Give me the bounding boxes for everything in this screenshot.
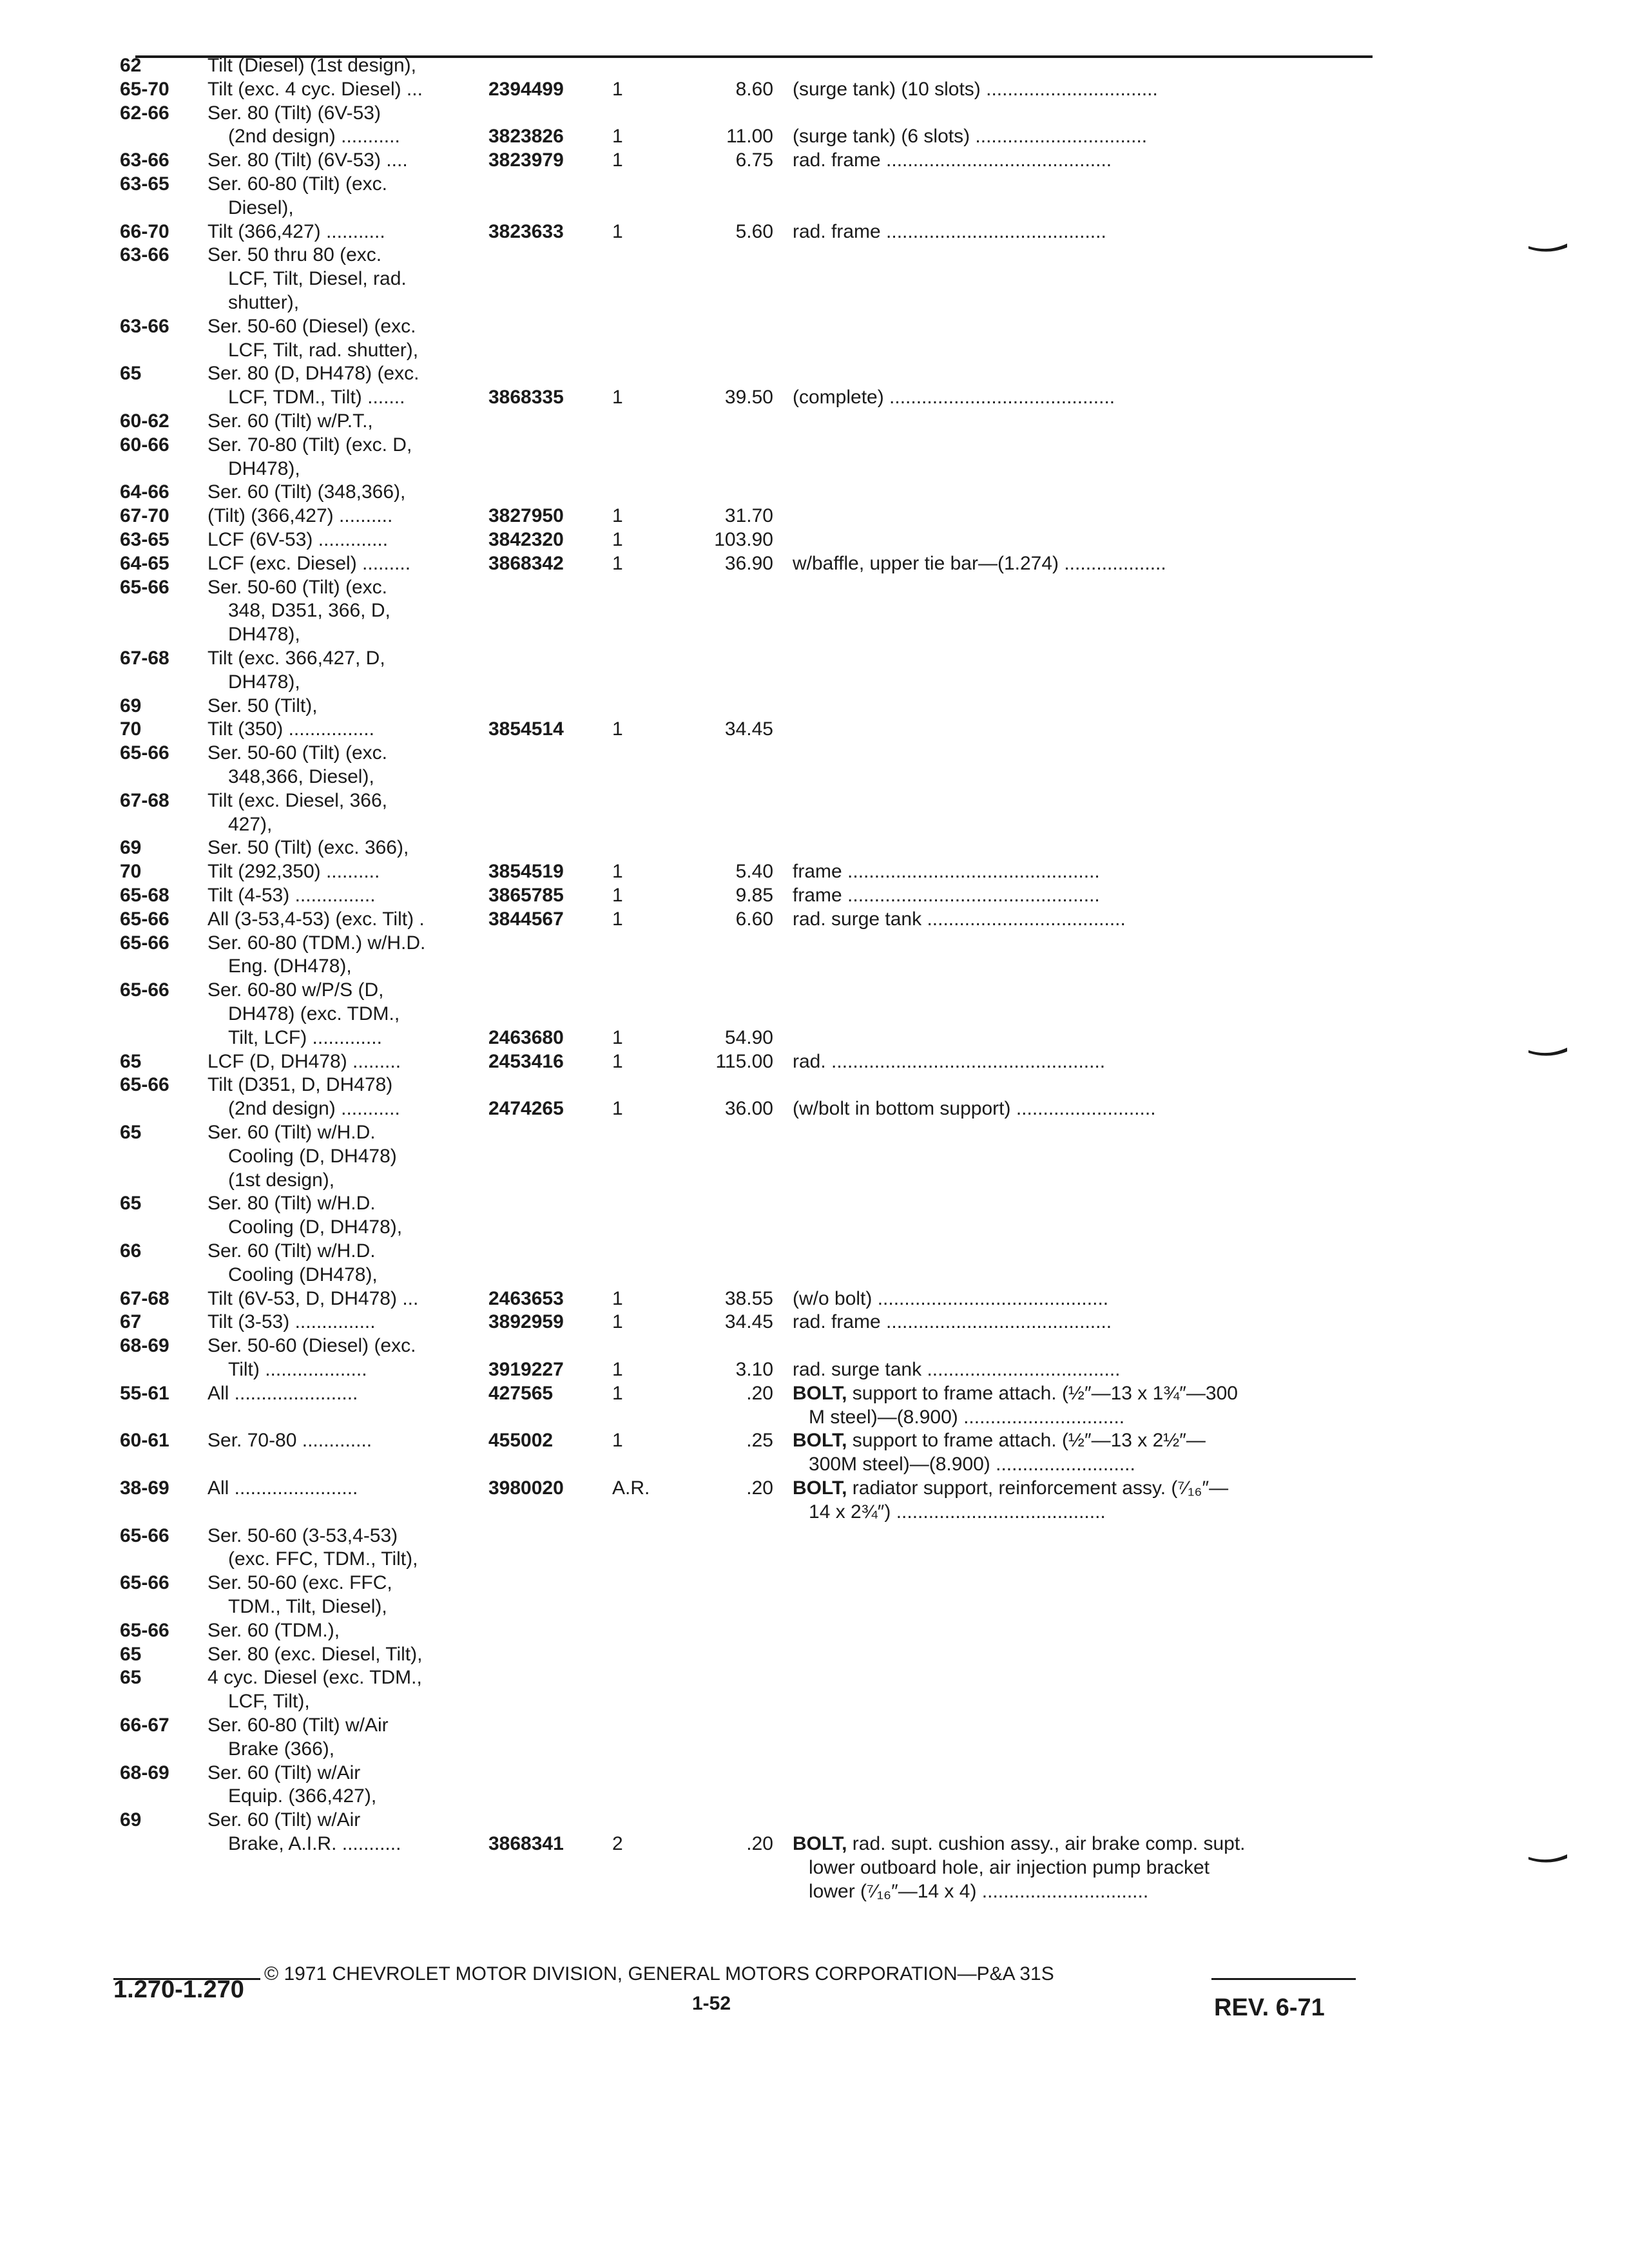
part-number: 3892959 (488, 1311, 564, 1333)
part-row (0, 386, 1629, 409)
application-description: Tilt (exc. 366,427, D, (207, 648, 385, 669)
part-number: 3823633 (488, 220, 564, 242)
price: 115.00 (715, 1050, 773, 1072)
part-row (0, 1524, 1629, 1548)
application-description: Ser. 60-80 w/P/S (D, (207, 979, 384, 1001)
model-years: 63-65 (120, 173, 169, 195)
application-description: Ser. 80 (D, DH478) (exc. (207, 363, 419, 385)
part-row (0, 599, 1629, 622)
part-row (0, 434, 1629, 457)
application-description: All ....................... (207, 1477, 358, 1499)
model-years: 65-66 (120, 1572, 169, 1594)
part-number: 3868342 (488, 552, 564, 574)
model-years: 68-69 (120, 1762, 169, 1783)
part-row (0, 1501, 1629, 1524)
quantity: 1 (612, 1050, 623, 1072)
part-row (0, 576, 1629, 599)
application-description: Ser. 50-60 (exc. FFC, (207, 1572, 392, 1594)
price: 5.60 (735, 220, 773, 242)
price: .20 (746, 1833, 773, 1854)
part-number: 2394499 (488, 78, 564, 100)
part-row (0, 1643, 1629, 1666)
part-row (0, 102, 1629, 125)
model-years: 65 (120, 1122, 142, 1143)
part-row (0, 955, 1629, 978)
application-description: All ....................... (207, 1382, 358, 1404)
part-row (0, 836, 1629, 860)
application-description: (2nd design) ........... (228, 1098, 400, 1120)
application-description: Ser. 80 (exc. Diesel, Tilt), (207, 1643, 423, 1665)
application-description: Ser. 60 (Tilt) w/Air (207, 1762, 361, 1783)
part-row (0, 457, 1629, 481)
application-description: Ser. 70-80 ............. (207, 1430, 372, 1452)
part-number: 3868341 (488, 1833, 564, 1854)
part-number: 3823826 (488, 126, 564, 148)
part-row (0, 197, 1629, 220)
part-remarks: rad. frame .......................................... (793, 149, 1112, 171)
application-description: Ser. 60 (TDM.), (207, 1619, 340, 1641)
quantity: 1 (612, 1287, 623, 1309)
application-description: Ser. 50-60 (Tilt) (exc. (207, 742, 387, 764)
part-row (0, 765, 1629, 789)
application-description: LCF, Tilt, rad. shutter), (228, 339, 419, 361)
model-years: 63-66 (120, 315, 169, 337)
part-row (0, 1097, 1629, 1120)
part-row (0, 173, 1629, 196)
model-years: 63-65 (120, 529, 169, 550)
part-number: 3823979 (488, 149, 564, 171)
part-row (0, 1026, 1629, 1050)
part-row (0, 244, 1629, 267)
part-number: 3827950 (488, 505, 564, 527)
application-description: LCF (6V-53) ............. (207, 529, 389, 550)
part-row (0, 1287, 1629, 1311)
quantity: 1 (612, 1430, 623, 1452)
part-number: 3868335 (488, 387, 564, 408)
model-years: 69 (120, 695, 142, 716)
part-row (0, 884, 1629, 907)
margin-tab-mark (1528, 1048, 1567, 1058)
application-description: Brake, A.I.R. ........... (228, 1833, 401, 1854)
part-row (0, 1453, 1629, 1476)
part-row (0, 315, 1629, 338)
application-description: Tilt) ................... (228, 1359, 367, 1380)
model-years: 65-66 (120, 932, 169, 954)
part-row (0, 291, 1629, 314)
price: 34.45 (724, 718, 773, 740)
part-row (0, 1169, 1629, 1192)
quantity: 1 (612, 552, 623, 574)
part-row (0, 1571, 1629, 1595)
application-description: (1st design), (228, 1169, 335, 1191)
part-row (0, 742, 1629, 765)
price: 6.75 (735, 149, 773, 171)
part-row (0, 1050, 1629, 1073)
footer-page-number: 1-52 (692, 1993, 731, 2014)
price: 8.60 (735, 78, 773, 100)
part-number: 2453416 (488, 1050, 564, 1072)
price: .20 (746, 1382, 773, 1404)
application-description: TDM., Tilt, Diesel), (228, 1596, 387, 1617)
part-remarks: w/baffle, upper tie bar—(1.274) ................... (793, 552, 1166, 574)
application-description: Tilt (6V-53, D, DH478) ... (207, 1287, 419, 1309)
quantity: 1 (612, 1026, 623, 1048)
application-description: Ser. 50-60 (Diesel) (exc. (207, 315, 416, 337)
application-description: Ser. 60 (Tilt) w/H.D. (207, 1240, 376, 1262)
part-remarks: rad. frame ......................................... (793, 220, 1106, 242)
model-years: 62-66 (120, 102, 169, 124)
model-years: 63-66 (120, 244, 169, 266)
footer-rule-right (1211, 1978, 1356, 1980)
price: 31.70 (724, 505, 773, 527)
price: 38.55 (724, 1287, 773, 1309)
application-description: Brake (366), (228, 1738, 335, 1760)
part-row (0, 1690, 1629, 1713)
application-description: LCF, Tilt), (228, 1691, 310, 1713)
price: 9.85 (735, 885, 773, 906)
part-row (0, 220, 1629, 244)
margin-tab-mark (1528, 1854, 1567, 1865)
quantity: 1 (612, 220, 623, 242)
application-description: Ser. 60 (Tilt) w/H.D. (207, 1122, 376, 1143)
price: 36.00 (724, 1098, 773, 1120)
model-years: 66 (120, 1240, 142, 1262)
part-row (0, 1145, 1629, 1168)
quantity: 1 (612, 1359, 623, 1380)
model-years: 65 (120, 1050, 142, 1072)
model-years: 70 (120, 718, 142, 740)
part-remarks: BOLT, support to frame attach. (½″—13 x 2½″— (793, 1430, 1206, 1452)
model-years: 70 (120, 861, 142, 883)
application-description: DH478), (228, 671, 300, 693)
part-number: 427565 (488, 1382, 554, 1404)
model-years: 65-66 (120, 576, 169, 598)
quantity: 1 (612, 149, 623, 171)
application-description: Eng. (DH478), (228, 956, 352, 977)
model-years: 67-68 (120, 648, 169, 669)
application-description: (2nd design) ........... (228, 126, 400, 148)
part-row (0, 1334, 1629, 1358)
part-row (0, 54, 1629, 77)
price: 5.40 (735, 861, 773, 883)
application-description: Ser. 80 (Tilt) (6V-53) .... (207, 149, 408, 171)
part-row (0, 481, 1629, 504)
application-description: LCF (D, DH478) ......... (207, 1050, 401, 1072)
part-row (0, 1073, 1629, 1097)
part-remarks: lower outboard hole, air injection pump bracket (793, 1856, 1210, 1878)
part-row (0, 1714, 1629, 1737)
application-description: Tilt (exc. Diesel, 366, (207, 789, 387, 811)
application-description: DH478), (228, 457, 300, 479)
model-years: 69 (120, 837, 142, 859)
model-years: 67-68 (120, 1287, 169, 1309)
part-number: 3844567 (488, 908, 564, 930)
part-remarks: (w/bolt in bottom support) .......................... (793, 1098, 1156, 1120)
application-description: DH478) (exc. TDM., (228, 1003, 400, 1024)
part-row (0, 671, 1629, 694)
model-years: 65 (120, 1667, 142, 1689)
part-remarks: rad. frame .......................................... (793, 1311, 1112, 1333)
part-remarks: rad. ................................................... (793, 1050, 1106, 1072)
part-row (0, 1240, 1629, 1263)
part-row (0, 362, 1629, 385)
application-description: Ser. 60-80 (Tilt) (exc. (207, 173, 387, 195)
part-row (0, 1406, 1629, 1429)
part-row (0, 505, 1629, 528)
margin-tab-mark (1528, 244, 1567, 254)
quantity: 1 (612, 1311, 623, 1333)
application-description: All (3-53,4-53) (exc. Tilt) . (207, 908, 425, 930)
application-description: Tilt (4-53) ............... (207, 885, 376, 906)
part-row (0, 813, 1629, 836)
application-description: 348, D351, 366, D, (228, 600, 390, 622)
footer-section-number: 1.270-1.270 (113, 1976, 244, 2003)
application-description: Tilt (366,427) ........... (207, 220, 385, 242)
part-row (0, 552, 1629, 575)
application-description: LCF, Tilt, Diesel, rad. (228, 268, 407, 290)
application-description: Ser. 50-60 (3-53,4-53) (207, 1524, 398, 1546)
quantity: A.R. (612, 1477, 650, 1499)
part-row (0, 1738, 1629, 1761)
model-years: 60-66 (120, 434, 169, 456)
part-row (0, 1785, 1629, 1808)
application-description: Cooling (D, DH478), (228, 1216, 403, 1238)
application-description: Tilt, LCF) ............. (228, 1026, 382, 1048)
application-description: Tilt (350) ................ (207, 718, 374, 740)
part-row (0, 932, 1629, 955)
part-row (0, 1619, 1629, 1642)
price: .25 (746, 1430, 773, 1452)
part-number: 3854519 (488, 861, 564, 883)
application-description: Cooling (DH478), (228, 1264, 378, 1285)
quantity: 1 (612, 908, 623, 930)
part-row (0, 789, 1629, 812)
model-years: 55-61 (120, 1382, 169, 1404)
part-row (0, 1311, 1629, 1334)
part-remarks: 14 x 2¾″) ....................................... (793, 1501, 1106, 1523)
model-years: 67-68 (120, 789, 169, 811)
model-years: 67-70 (120, 505, 169, 527)
application-description: 4 cyc. Diesel (exc. TDM., (207, 1667, 422, 1689)
part-number: 3919227 (488, 1359, 564, 1380)
model-years: 67 (120, 1311, 142, 1333)
part-row (0, 1429, 1629, 1452)
model-years: 65-66 (120, 1074, 169, 1096)
model-years: 60-61 (120, 1430, 169, 1452)
quantity: 1 (612, 78, 623, 100)
application-description: LCF, TDM., Tilt) ....... (228, 387, 405, 408)
model-years: 65 (120, 1193, 142, 1215)
part-row (0, 623, 1629, 646)
price: 54.90 (724, 1026, 773, 1048)
part-row (0, 125, 1629, 148)
part-row (0, 267, 1629, 291)
part-row (0, 528, 1629, 552)
application-description: (exc. FFC, TDM., Tilt), (228, 1548, 418, 1570)
part-remarks: (surge tank) (6 slots) ................................ (793, 126, 1148, 148)
part-row (0, 979, 1629, 1002)
price: 34.45 (724, 1311, 773, 1333)
application-description: 427), (228, 813, 273, 835)
quantity: 1 (612, 529, 623, 550)
quantity: 1 (612, 1098, 623, 1120)
application-description: Ser. 60 (Tilt) w/P.T., (207, 410, 373, 432)
quantity: 1 (612, 387, 623, 408)
part-row (0, 410, 1629, 433)
application-description: 348,366, Diesel), (228, 766, 374, 787)
part-row (0, 1003, 1629, 1026)
part-row (0, 149, 1629, 172)
part-remarks: rad. surge tank .................................... (793, 1359, 1121, 1380)
part-row (0, 718, 1629, 741)
part-remarks: rad. surge tank ..................................... (793, 908, 1126, 930)
part-row (0, 1121, 1629, 1144)
part-number: 3865785 (488, 885, 564, 906)
application-description: Ser. 50 thru 80 (exc. (207, 244, 382, 266)
price: 6.60 (735, 908, 773, 930)
model-years: 60-62 (120, 410, 169, 432)
application-description: Tilt (292,350) .......... (207, 861, 380, 883)
part-row (0, 1832, 1629, 1856)
model-years: 65 (120, 363, 142, 385)
model-years: 38-69 (120, 1477, 169, 1499)
model-years: 65-70 (120, 78, 169, 100)
part-row (0, 339, 1629, 362)
part-row (0, 1382, 1629, 1405)
quantity: 1 (612, 126, 623, 148)
model-years: 62 (120, 55, 142, 76)
application-description: Ser. 60-80 (TDM.) w/H.D. (207, 932, 426, 954)
quantity: 2 (612, 1833, 623, 1854)
application-description: Ser. 60-80 (Tilt) w/Air (207, 1715, 389, 1736)
part-remarks: M steel)—(8.900) .............................. (793, 1406, 1125, 1428)
application-description: (Tilt) (366,427) .......... (207, 505, 393, 527)
part-number: 3842320 (488, 529, 564, 550)
part-remarks: 300M steel)—(8.900) .......................... (793, 1454, 1135, 1475)
part-row (0, 695, 1629, 718)
model-years: 66-67 (120, 1715, 169, 1736)
price: 11.00 (726, 126, 773, 148)
part-row (0, 860, 1629, 883)
part-row (0, 1264, 1629, 1287)
application-description: DH478), (228, 624, 300, 646)
model-years: 66-70 (120, 220, 169, 242)
application-description: Ser. 60 (Tilt) (348,366), (207, 481, 406, 503)
price: 3.10 (735, 1359, 773, 1380)
part-remarks: (complete) .......................................... (793, 387, 1115, 408)
part-remarks: (w/o bolt) ........................................... (793, 1287, 1109, 1309)
part-row (0, 1856, 1629, 1879)
part-row (0, 1809, 1629, 1832)
part-row (0, 1192, 1629, 1215)
model-years: 65-66 (120, 908, 169, 930)
application-description: shutter), (228, 292, 300, 313)
application-description: Equip. (366,427), (228, 1785, 377, 1807)
part-row (0, 1477, 1629, 1500)
price: .20 (746, 1477, 773, 1499)
application-description: Ser. 50 (Tilt), (207, 695, 318, 716)
price: 103.90 (714, 529, 773, 550)
part-remarks: frame ............................................... (793, 885, 1100, 906)
application-description: Ser. 50 (Tilt) (exc. 366), (207, 837, 409, 859)
part-remarks: frame ............................................... (793, 861, 1100, 883)
application-description: Ser. 80 (Tilt) w/H.D. (207, 1193, 376, 1215)
application-description: Ser. 70-80 (Tilt) (exc. D, (207, 434, 412, 456)
application-description: Cooling (D, DH478) (228, 1145, 397, 1167)
quantity: 1 (612, 861, 623, 883)
part-number: 2474265 (488, 1098, 564, 1120)
part-row (0, 647, 1629, 670)
part-number: 3854514 (488, 718, 564, 740)
quantity: 1 (612, 885, 623, 906)
quantity: 1 (612, 718, 623, 740)
model-years: 64-66 (120, 481, 169, 503)
part-number: 455002 (488, 1430, 554, 1452)
application-description: Tilt (3-53) ............... (207, 1311, 376, 1333)
part-number: 3980020 (488, 1477, 564, 1499)
model-years: 65-66 (120, 1524, 169, 1546)
quantity: 1 (612, 505, 623, 527)
part-row (0, 1880, 1629, 1903)
part-row (0, 1548, 1629, 1571)
model-years: 65-66 (120, 979, 169, 1001)
application-description: Ser. 80 (Tilt) (6V-53) (207, 102, 381, 124)
model-years: 65-66 (120, 1619, 169, 1641)
application-description: Ser. 50-60 (Tilt) (exc. (207, 576, 387, 598)
part-remarks: BOLT, support to frame attach. (½″—13 x 1¾″—300 (793, 1382, 1238, 1404)
model-years: 64-65 (120, 552, 169, 574)
price: 39.50 (724, 387, 773, 408)
part-row (0, 1216, 1629, 1239)
application-description: Tilt (D351, D, DH478) (207, 1074, 393, 1096)
part-remarks: BOLT, rad. supt. cushion assy., air brake comp. supt. (793, 1833, 1246, 1854)
footer-copyright: © 1971 CHEVROLET MOTOR DIVISION, GENERAL MOTORS CORPORATION—P&A 31S (264, 1963, 1054, 1984)
part-row (0, 1762, 1629, 1785)
part-row (0, 1358, 1629, 1381)
model-years: 63-66 (120, 149, 169, 171)
application-description: Diesel), (228, 197, 294, 218)
part-number: 2463653 (488, 1287, 564, 1309)
application-description: Ser. 50-60 (Diesel) (exc. (207, 1335, 416, 1357)
part-remarks: (surge tank) (10 slots) ................................ (793, 78, 1158, 100)
part-row (0, 1595, 1629, 1619)
model-years: 65-66 (120, 742, 169, 764)
part-row (0, 908, 1629, 931)
part-remarks: BOLT, radiator support, reinforcement assy. (⁷⁄₁₆″— (793, 1477, 1229, 1499)
application-description: LCF (exc. Diesel) ......... (207, 552, 411, 574)
model-years: 65 (120, 1643, 142, 1665)
model-years: 68-69 (120, 1335, 169, 1357)
part-row (0, 78, 1629, 101)
part-number: 2463680 (488, 1026, 564, 1048)
price: 36.90 (724, 552, 773, 574)
application-description: Ser. 60 (Tilt) w/Air (207, 1809, 361, 1831)
application-description: Tilt (Diesel) (1st design), (207, 55, 416, 76)
part-row (0, 1666, 1629, 1689)
quantity: 1 (612, 1382, 623, 1404)
application-description: Tilt (exc. 4 cyc. Diesel) ... (207, 78, 423, 100)
model-years: 65-68 (120, 885, 169, 906)
footer-revision: REV. 6-71 (1214, 1994, 1325, 2021)
model-years: 69 (120, 1809, 142, 1831)
part-remarks: lower (⁷⁄₁₆″—14 x 4) ............................... (793, 1880, 1149, 1902)
